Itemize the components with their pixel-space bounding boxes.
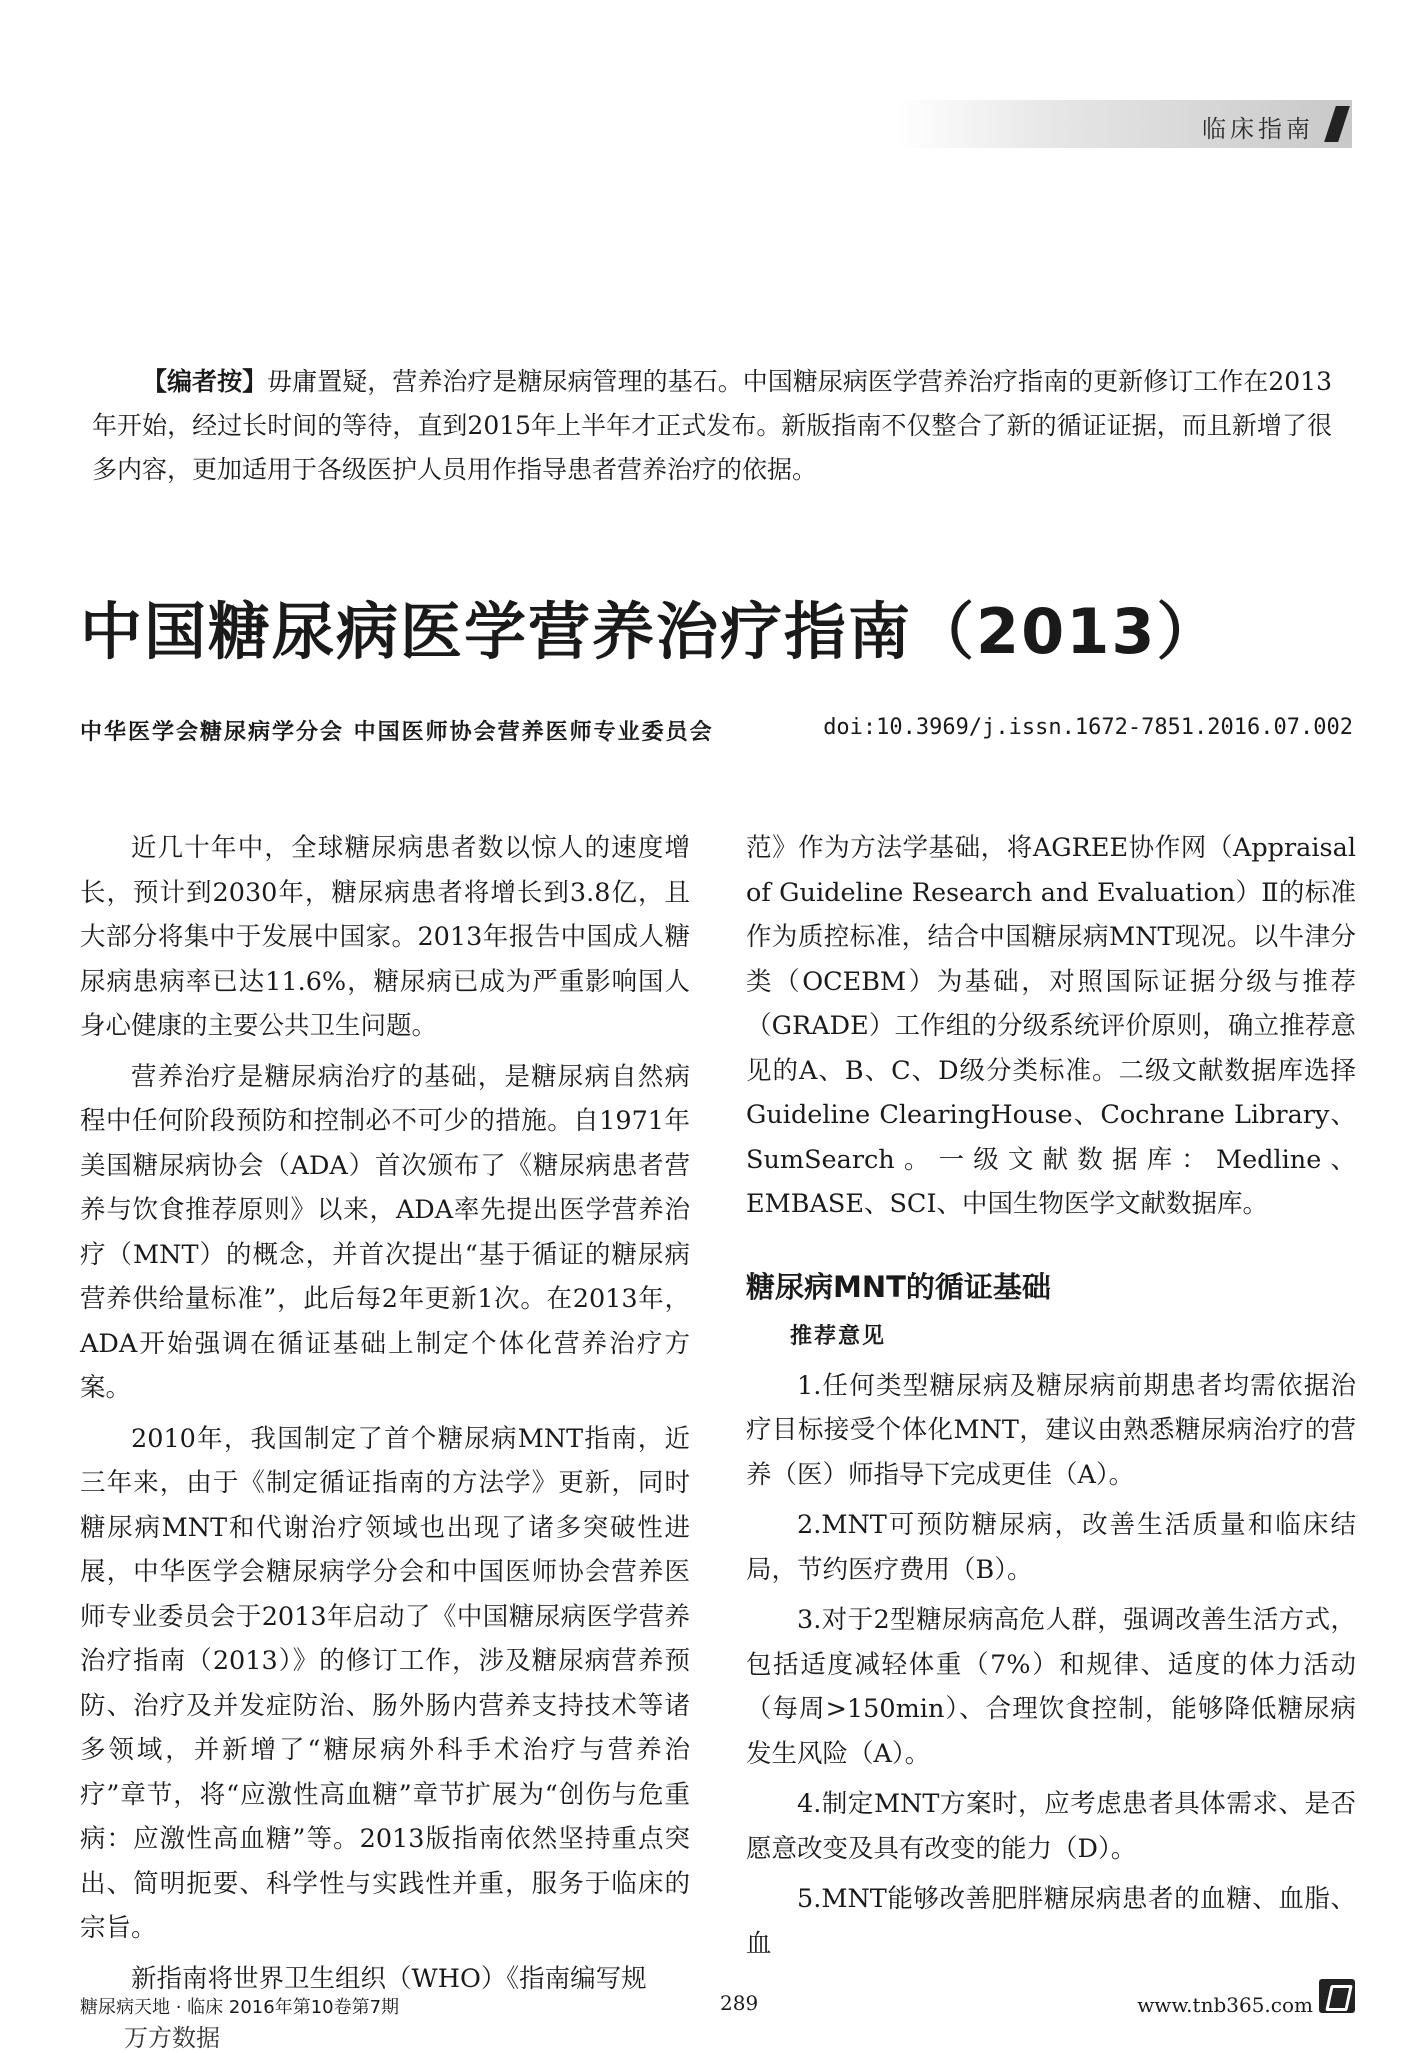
left-column [80, 826, 690, 2007]
recommendation-item: 5.MNT能够改善肥胖糖尿病患者的血糖、血脂、血 [746, 1884, 1356, 1959]
section-tab [897, 100, 1352, 148]
editor-note [92, 360, 1332, 492]
article-doi: doi:10.3969/j.issn.1672-7851.2016.07.002 [823, 715, 1353, 740]
tab-edge-mark [1324, 106, 1350, 142]
article-authors: 中华医学会糖尿病学分会 中国医师协会营养医师专业委员会 [80, 720, 714, 745]
section-heading: 糖尿病MNT的循证基础 [746, 1269, 1051, 1304]
body-paragraph: 营养治疗是糖尿病治疗的基础，是糖尿病自然病程中任何阶段预防和控制必不可少的措施。自1971年美国糖尿病协会（ADA）首次颁布了《糖尿病患者营养与饮食推荐原则》以来，ADA率先提出医学营养治疗（MNT）的概念，并首次提出“基于循证的糖尿病营养供给量标准”，此后每2年更新1次。在2013年，ADA开始强调在循证基础上制定个体化营养治疗方案。 [80, 1061, 690, 1403]
recommendation-item: 3.对于2型糖尿病高危人群，强调改善生活方式，包括适度减轻体重（7%）和规律、适度的体力活动（每周>150min）、合理饮食控制，能够降低糖尿病发生风险（A）。 [746, 1605, 1356, 1769]
body-paragraph: 2010年，我国制定了首个糖尿病MNT指南，近三年来，由于《制定循证指南的方法学》更新，同时糖尿病MNT和代谢治疗领域也出现了诸多突破性进展，中华医学会糖尿病学分会和中国医师协会营养医师专业委员会于2013年启动了《中国糖尿病医学营养治疗指南（2013）》的修订工作，涉及糖尿病营养预防、治疗及并发症防治、肠外肠内营养支持技术等诸多领域，并新增了“糖尿病外科手术治疗与营养治疗”章节，将“应激性高血糖”章节扩展为“创伤与危重病：应激性高血糖”等。2013版指南依然坚持重点突出、简明扼要、科学性与实践性并重，服务于临床的宗旨。 [80, 1423, 690, 1943]
editor-note-text: 毋庸置疑，营养治疗是糖尿病管理的基石。中国糖尿病医学营养治疗指南的更新修订工作在2013年开始，经过长时间的等待，直到2015年上半年才正式发布。新版指南不仅整合了新的循证证据，而且新增了很多内容，更加适用于各级医护人员用作指导患者营养治疗的依据。 [92, 367, 1332, 484]
body-paragraph: 新指南将世界卫生组织（WHO）《指南编写规 [131, 1963, 647, 1994]
editor-note-label: 【编者按】 [142, 367, 268, 396]
footer-journal: 糖尿病天地 · 临床 2016年第10卷第7期 [80, 1997, 400, 2018]
recommendation-item: 2.MNT可预防糖尿病，改善生活质量和临床结局，节约医疗费用（B）。 [746, 1510, 1356, 1585]
recommendation-label: 推荐意见 [790, 1324, 887, 1349]
page-number: 289 [720, 1991, 759, 2015]
recommendation-item: 1.任何类型糖尿病及糖尿病前期患者均需依据治疗目标接受个体化MNT，建议由熟悉糖尿病治疗的营养（医）师指导下完成更佳（A）。 [746, 1370, 1356, 1490]
recommendation-item: 4.制定MNT方案时，应考虑患者具体需求、是否愿意改变及具有改变的能力（D）。 [746, 1789, 1356, 1864]
article-title: 中国糖尿病医学营养治疗指南（2013） [80, 595, 1221, 668]
section-tab-label: 临床指南 [1202, 115, 1314, 143]
body-paragraph-continuation: 范》作为方法学基础，将AGREE协作网（Appraisal of Guideline Research and Evaluation）Ⅱ的标准作为质控标准，结合中国糖尿病MNT现况。以牛津分类（OCEBM）为基础，对照国际证据分级与推荐（GRADE）工作组的分级系统评价原则，确立推荐意见的A、B、C、D级分类标准。二级文献数据库选择Guideline ClearingHouse、Cochrane Library、SumSearch。一级文献数据库：Medline、EMBASE、SCI、中国生物医学文献数据库。 [746, 833, 1356, 1219]
journal-logo-icon [1319, 1979, 1355, 2013]
body-paragraph: 近几十年中，全球糖尿病患者数以惊人的速度增长，预计到2030年，糖尿病患者将增长到3.8亿，且大部分将集中于发展中国家。2013年报告中国成人糖尿病患病率已达11.6%，糖尿病已成为严重影响国人身心健康的主要公共卫生问题。 [80, 833, 690, 1041]
footer-url[interactable]: www.tnb365.com [1137, 1993, 1313, 2017]
watermark: 万方数据 [124, 2024, 220, 2052]
right-column [746, 826, 1356, 1972]
